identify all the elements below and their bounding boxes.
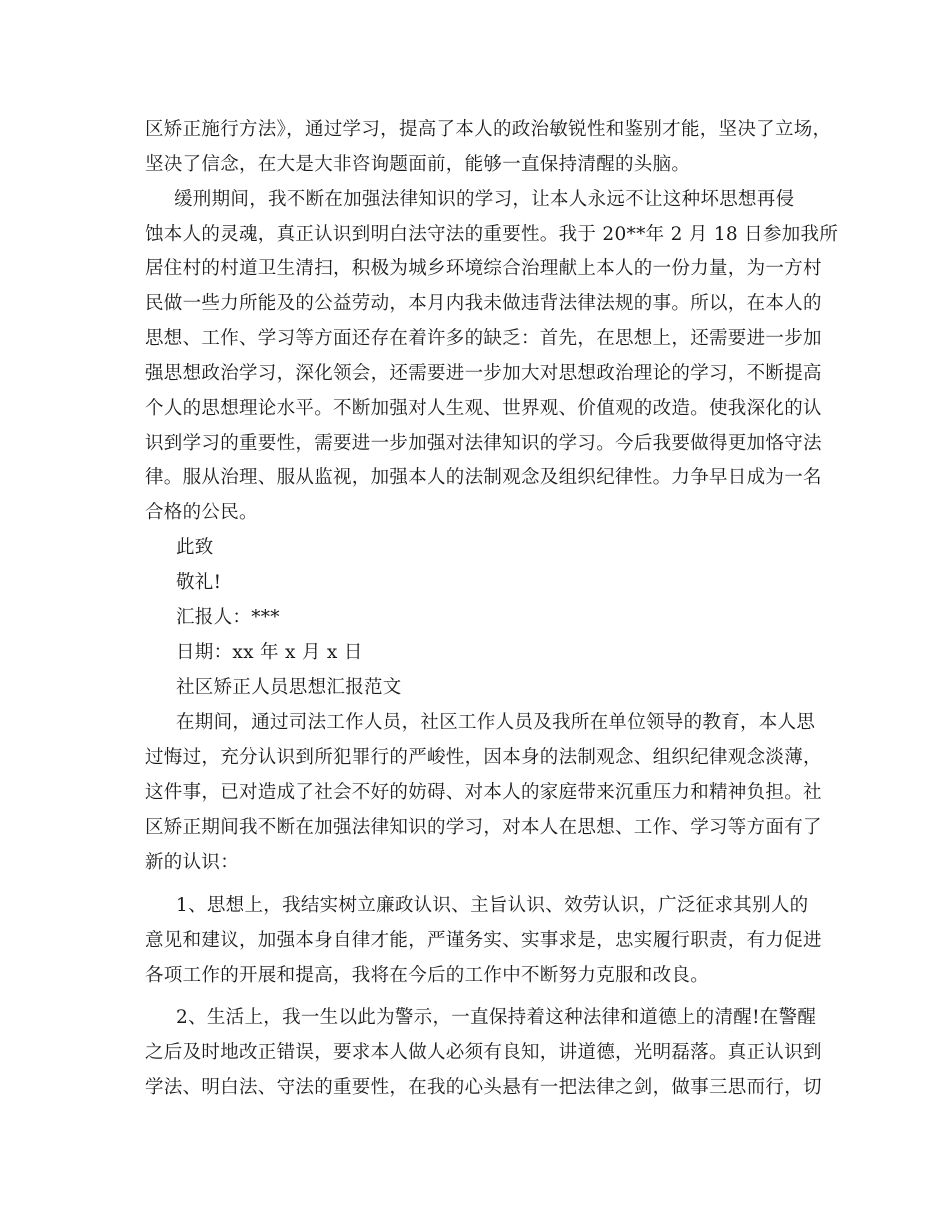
body-text-line: 之后及时地改正错误，要求本人做人必须有良知，讲道德，光明磊落。真正认识到 xyxy=(145,1042,822,1063)
body-text-line: 过悔过，充分认识到所犯罪行的严峻性，因本身的法制观念、组织纪律观念淡薄， xyxy=(145,747,822,768)
body-text-line: 这件事，已对造成了社会不好的妨碍、对本人的家庭带来沉重压力和精神负担。社 xyxy=(145,782,822,803)
date-line: 日期：xx 年 x 月 x 日 xyxy=(176,642,363,663)
paragraph-first-line: 缓刑期间，我不断在加强法律知识的学习，让本人永远不让这种坏思想再侵 xyxy=(174,189,795,210)
closing-salutation: 此致 xyxy=(176,537,214,558)
paragraph-first-line: 1、思想上，我结实树立廉政认识、主旨认识、效劳认识，广泛征求其别人的 xyxy=(176,895,809,916)
paragraph-first-line: 在期间，通过司法工作人员，社区工作人员及我所在单位领导的教育，本人思 xyxy=(176,712,816,733)
body-text-line: 强思想政治学习，深化领会，还需要进一步加大对思想政治理论的学习，不断提高 xyxy=(145,363,822,384)
body-text-line: 坚决了信念，在大是大非咨询题面前，能够一直保持清醒的头脑。 xyxy=(145,154,691,175)
body-text-line: 思想、工作、学习等方面还存在着许多的缺乏：首先，在思想上，还需要进一步加 xyxy=(145,328,822,349)
closing-regards: 敬礼! xyxy=(176,572,222,593)
section-title: 社区矫正人员思想汇报范文 xyxy=(176,677,402,698)
body-text-line: 民做一些力所能及的公益劳动，本月内我未做违背法律法规的事。所以，在本人的 xyxy=(145,293,822,314)
body-text-line: 新的认识： xyxy=(145,852,240,873)
body-text-line: 区矫正期间我不断在加强法律知识的学习，对本人在思想、工作、学习等方面有了 xyxy=(145,817,822,838)
body-text-line: 个人的思想理论水平。不断加强对人生观、世界观、价值观的改造。使我深化的认 xyxy=(145,398,822,419)
body-text-line: 合格的公民。 xyxy=(145,502,258,523)
reporter-line: 汇报人：*** xyxy=(176,607,280,628)
body-text-line: 各项工作的开展和提高，我将在今后的工作中不断努力克服和改良。 xyxy=(145,965,710,986)
body-text-line: 识到学习的重要性，需要进一步加强对法律知识的学习。今后我要做得更加恪守法 xyxy=(145,433,822,454)
paragraph-first-line: 2、生活上，我一生以此为警示，一直保持着这种法律和道德上的清醒!在警醒 xyxy=(176,1007,817,1028)
body-text-line: 居住村的村道卫生清扫，积极为城乡环境综合治理献上本人的一份力量，为一方村 xyxy=(145,258,822,279)
body-text-line: 意见和建议，加强本身自律才能，严谨务实、实事求是，忠实履行职责，有力促进 xyxy=(145,930,822,951)
body-text-line: 律。服从治理、服从监视，加强本人的法制观念及组织纪律性。力争早日成为一名 xyxy=(145,467,822,488)
body-text-line: 区矫正施行方法》，通过学习，提高了本人的政治敏锐性和鉴别才能，坚决了立场， xyxy=(145,119,832,140)
body-text-line: 学法、明白法、守法的重要性，在我的心头悬有一把法律之剑，做事三思而行，切 xyxy=(145,1077,822,1098)
body-text-line: 蚀本人的灵魂，真正认识到明白法守法的重要性。我于 20**年 2 月 18 日参加我所 xyxy=(145,224,839,245)
